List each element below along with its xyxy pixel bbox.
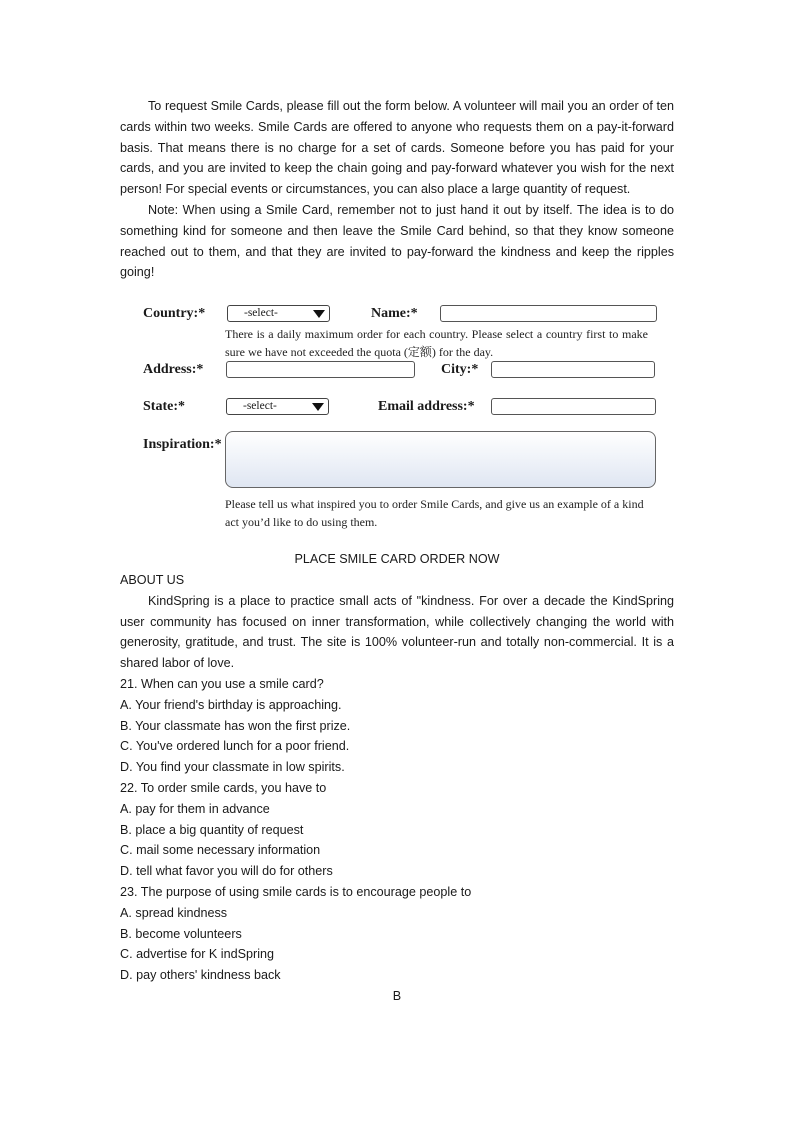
name-input[interactable] [440, 305, 657, 322]
about-heading: ABOUT US [120, 572, 185, 587]
chevron-down-icon [312, 403, 324, 411]
answer-option: B. become volunteers [120, 926, 242, 941]
question-text: 23. The purpose of using smile cards is to encourage people to [120, 884, 472, 899]
intro-paragraph-2: Note: When using a Smile Card, remember not to just hand it out by itself. The idea is to do something kind for someone and then leave the Smile Card behind, so that they know someone reached out to them, and that they are invited to pay-forward the kindness and keep the ripples going! [120, 202, 674, 280]
place-order-button[interactable]: PLACE SMILE CARD ORDER NOW [294, 552, 500, 567]
answer-option: A. Your friend's birthday is approaching. [120, 697, 342, 712]
answer-option: D. pay others' kindness back [120, 968, 281, 983]
question-text: 21. When can you use a smile card? [120, 676, 324, 691]
address-input[interactable] [226, 361, 415, 378]
state-select-value: -select- [243, 400, 277, 413]
country-quota-note: There is a daily maximum order for each country. Please select a country first to make sure we have not exceeded the quota (定额) for the day. [225, 327, 648, 360]
answer-option: C. advertise for K indSpring [120, 947, 274, 962]
inspiration-label: Inspiration:* [143, 437, 222, 453]
answer-option: C. You've ordered lunch for a poor friend. [120, 739, 350, 754]
answer-option: A. spread kindness [120, 905, 228, 920]
address-label: Address:* [143, 362, 204, 378]
answer-option: D. You find your classmate in low spirits. [120, 760, 345, 775]
question-text: 22. To order smile cards, you have to [120, 780, 327, 795]
country-select-value: -select- [244, 307, 278, 320]
name-label: Name:* [371, 306, 418, 322]
question-22 [120, 778, 674, 882]
email-input[interactable] [491, 398, 656, 415]
about-paragraph: KindSpring is a place to practice small acts of "kindness. For over a decade the KindSpring user community has focused on inner transformation, while collectively changing the world with generosity, gratitude, and trust. The site is 100% volunteer-run and totally non-commercial. It is a shared labor of love. [120, 593, 674, 671]
answer-option: D. tell what favor you will do for others [120, 864, 333, 879]
answer-option: A. pay for them in advance [120, 801, 270, 816]
answer-option: B. place a big quantity of request [120, 822, 304, 837]
question-23 [120, 882, 674, 986]
intro-paragraph-1: To request Smile Cards, please fill out the form below. A volunteer will mail you an order of ten cards within two weeks. Smile Cards are offered to anyone who requests them on a pay-it-forward basis. That means there is no charge for a set of cards. Someone before you has paid for your cards, and you are invited to keep the chain going and pay-forward whatever you wish for the next person! For special events or circumstances, you can also place a large quantity of request. [120, 99, 674, 197]
email-label: Email address:* [378, 399, 475, 415]
inspiration-textarea[interactable] [225, 431, 656, 488]
city-label: City:* [441, 362, 479, 378]
answer-option: B. Your classmate has won the first prize. [120, 718, 351, 733]
document-page [120, 96, 674, 1007]
country-select[interactable] [227, 305, 330, 322]
section-marker: B [392, 988, 402, 1003]
inspiration-note: Please tell us what inspired you to order Smile Cards, and give us an example of a kind act you’d like to do using them. [225, 497, 644, 530]
answer-option: C. mail some necessary information [120, 843, 321, 858]
question-21 [120, 674, 674, 778]
chevron-down-icon [313, 310, 325, 318]
country-label: Country:* [143, 306, 206, 322]
state-select[interactable] [226, 398, 329, 415]
state-label: State:* [143, 399, 185, 415]
city-input[interactable] [491, 361, 655, 378]
smile-card-order-form [120, 297, 674, 549]
